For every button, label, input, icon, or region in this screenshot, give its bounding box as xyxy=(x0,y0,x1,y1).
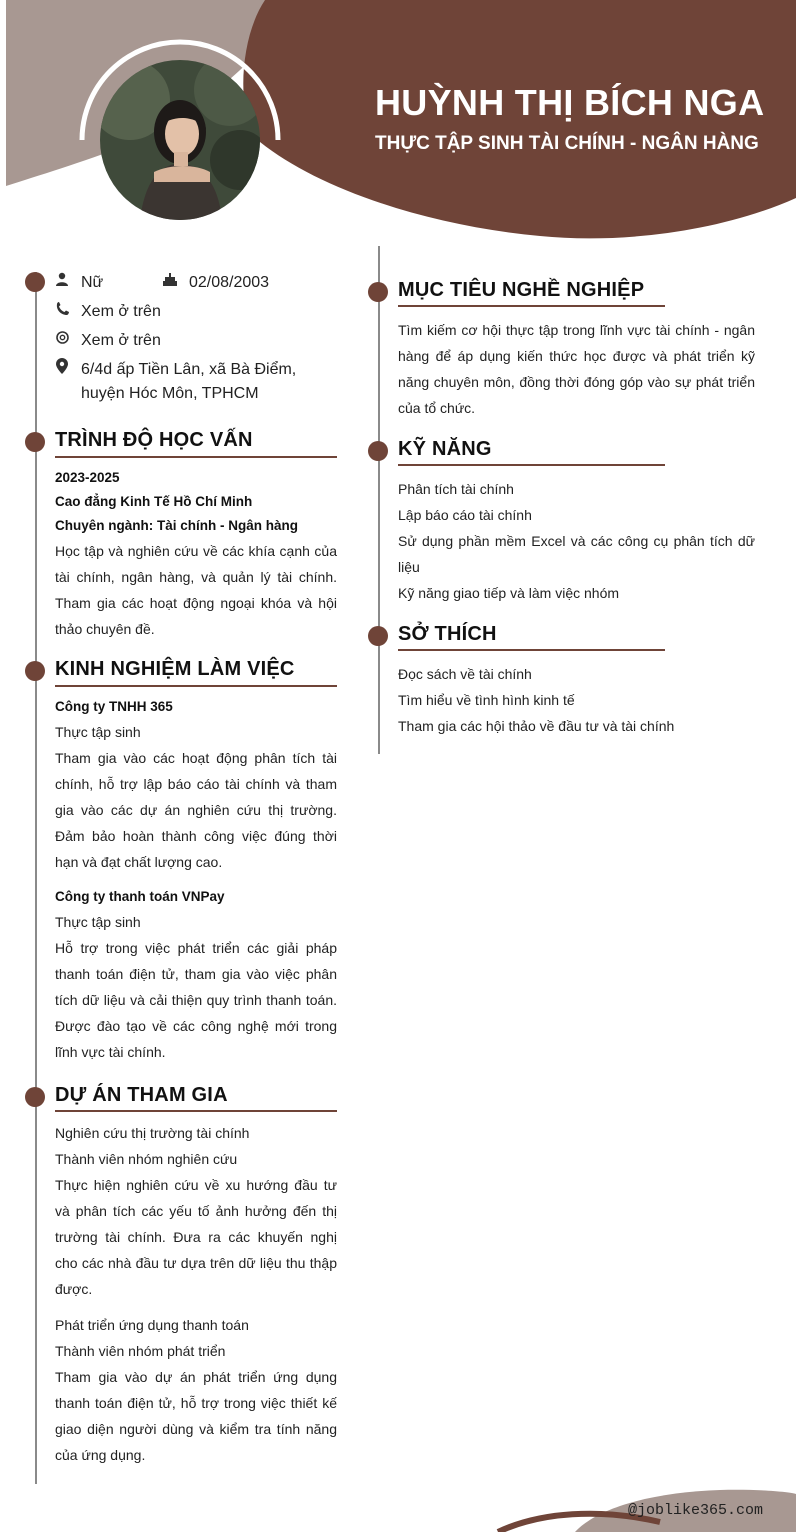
skills-title: KỸ NĂNG xyxy=(398,438,492,460)
project-description: Thực hiện nghiên cứu về xu hướng đầu tư và phân tích các yếu tố ảnh hưởng đến thị trường tài chính. Đưa ra các khuyến nghị cho các nhà đầu tư dựa trên dữ liệu thu thập được. xyxy=(55,1177,337,1297)
projects-rule xyxy=(55,1110,337,1112)
hobby-item: Tham gia các hội thảo về đầu tư và tài chính xyxy=(398,718,675,734)
projects-title: DỰ ÁN THAM GIA xyxy=(55,1084,228,1106)
contact-gender xyxy=(55,271,103,295)
hobby-item: Đọc sách về tài chính xyxy=(398,666,532,682)
education-rule xyxy=(55,456,337,458)
experience-item xyxy=(55,885,337,1065)
address-value xyxy=(81,358,296,406)
project-item xyxy=(55,1120,337,1302)
contact-address xyxy=(55,358,296,406)
contact-email xyxy=(55,329,161,353)
education-description: Học tập và nghiên cứu về các khía cạnh của tài chính, ngân hàng, và quản lý tài chính. Tham gia các hoạt động ngoại khóa và hội thảo chuyên đề. xyxy=(55,543,337,637)
birthday-cake-icon xyxy=(163,271,177,287)
right-timeline-line xyxy=(378,246,380,754)
email-value: Xem ở trên xyxy=(81,332,161,349)
skill-item: Phân tích tài chính xyxy=(398,481,514,497)
project-role: Thành viên nhóm nghiên cứu xyxy=(55,1151,238,1167)
skills-block xyxy=(398,476,755,606)
objective-rule xyxy=(398,305,665,307)
experience-company: Công ty thanh toán VNPay xyxy=(55,889,225,904)
experience-description: Hỗ trợ trong việc phát triển các giải pháp thanh toán điện tử, tham gia vào việc phân tích dữ liệu và cải thiện quy trình thanh toán. Được đào tạo về các công nghệ mới trong lĩnh vực tài chính. xyxy=(55,940,337,1060)
avatar-photo xyxy=(100,60,260,220)
address-line-1: 6/4d ấp Tiền Lân, xã Bà Điểm, xyxy=(81,361,297,378)
project-name: Phát triển ứng dụng thanh toán xyxy=(55,1317,249,1333)
timeline-dot-experience xyxy=(25,661,45,681)
left-timeline-line xyxy=(35,272,37,1484)
candidate-role: THỰC TẬP SINH TÀI CHÍNH - NGÂN HÀNG xyxy=(375,133,759,154)
education-block xyxy=(55,466,337,642)
timeline-dot-education xyxy=(25,432,45,452)
education-title: TRÌNH ĐỘ HỌC VẤN xyxy=(55,429,253,451)
email-icon xyxy=(55,329,69,345)
birthday-value: 02/08/2003 xyxy=(189,274,270,291)
education-school: Cao đẳng Kinh Tế Hồ Chí Minh xyxy=(55,494,253,509)
skill-item: Kỹ năng giao tiếp và làm việc nhóm xyxy=(398,585,620,601)
objective-block xyxy=(398,317,755,421)
objective-text: Tìm kiếm cơ hội thực tập trong lĩnh vực tài chính - ngân hàng để áp dụng kiến thức học được và phát triển kỹ năng chuyên môn, đồng thời đóng góp vào sự phát triển của tổ chức. xyxy=(398,322,755,416)
hobbies-block xyxy=(398,661,755,739)
education-major: Chuyên ngành: Tài chính - Ngân hàng xyxy=(55,518,298,533)
projects-block xyxy=(55,1120,337,1468)
address-line-2: huyện Hóc Môn, TPHCM xyxy=(81,385,259,402)
gender-value: Nữ xyxy=(81,274,104,291)
project-role: Thành viên nhóm phát triển xyxy=(55,1343,226,1359)
education-years: 2023-2025 xyxy=(55,470,120,485)
project-description: Tham gia vào dự án phát triển ứng dụng thanh toán điện tử, hỗ trợ trong việc thiết kế giao diện người dùng và kiểm tra tính năng của ứng dụng. xyxy=(55,1369,337,1463)
person-icon xyxy=(55,271,69,287)
location-pin-icon xyxy=(55,358,69,374)
hobbies-title: SỞ THÍCH xyxy=(398,623,497,645)
phone-value: Xem ở trên xyxy=(81,303,161,320)
experience-rule xyxy=(55,685,337,687)
experience-position: Thực tập sinh xyxy=(55,724,141,740)
timeline-dot-hobbies xyxy=(368,626,388,646)
skill-item: Sử dụng phần mềm Excel và các công cụ phân tích dữ liệu xyxy=(398,533,755,575)
experience-block xyxy=(55,695,337,1065)
experience-company: Công ty TNHH 365 xyxy=(55,699,173,714)
experience-title: KINH NGHIỆM LÀM VIỆC xyxy=(55,658,295,680)
contact-birthday xyxy=(163,271,269,295)
timeline-dot-objective xyxy=(368,282,388,302)
candidate-name: HUỲNH THỊ BÍCH NGA xyxy=(375,82,765,123)
objective-title: MỤC TIÊU NGHỀ NGHIỆP xyxy=(398,279,645,301)
phone-icon xyxy=(55,300,69,316)
experience-description: Tham gia vào các hoạt động phân tích tài chính, hỗ trợ lập báo cáo tài chính và tham gia vào các dự án nghiên cứu thị trường. Đảm bảo hoàn thành công việc đúng thời hạn và đạt chất lượng cao. xyxy=(55,750,337,870)
timeline-dot-contact xyxy=(25,272,45,292)
project-name: Nghiên cứu thị trường tài chính xyxy=(55,1125,250,1141)
hobby-item: Tìm hiểu về tình hình kinh tế xyxy=(398,692,575,708)
skills-rule xyxy=(398,464,665,466)
hobbies-rule xyxy=(398,649,665,651)
project-item xyxy=(55,1312,337,1468)
timeline-dot-skills xyxy=(368,441,388,461)
experience-position: Thực tập sinh xyxy=(55,914,141,930)
avatar xyxy=(100,60,260,220)
skill-item: Lập báo cáo tài chính xyxy=(398,507,532,523)
experience-item xyxy=(55,695,337,875)
footer-watermark: @joblike365.com xyxy=(628,1502,764,1519)
timeline-dot-projects xyxy=(25,1087,45,1107)
contact-phone xyxy=(55,300,161,324)
